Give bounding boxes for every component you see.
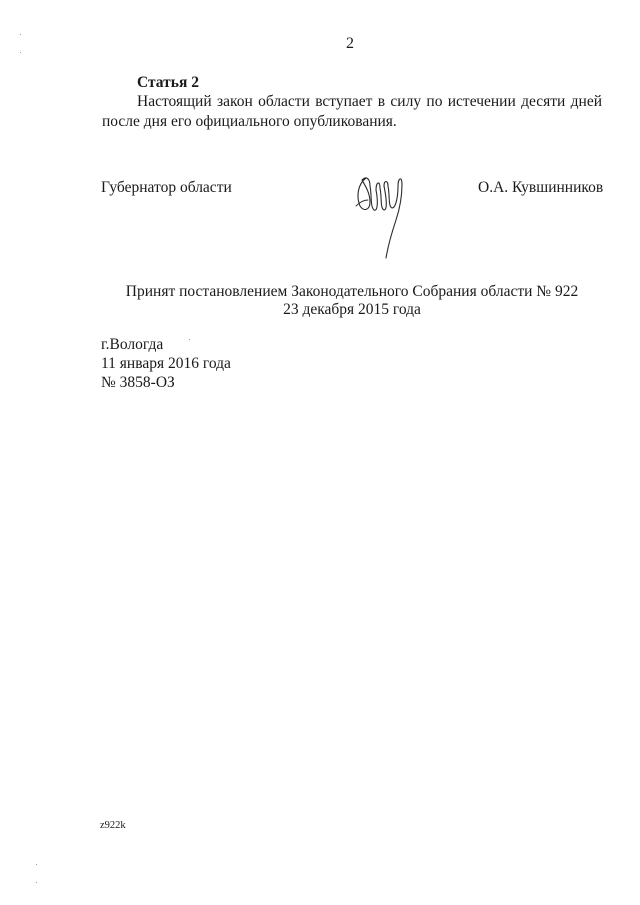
adoption-line-2: 23 декабря 2015 года <box>283 301 421 318</box>
article-text: Настоящий закон области вступает в силу по истечении десяти дней после дня его официального опубликования. <box>102 93 602 130</box>
signatory-title: Губернатор области <box>101 179 232 196</box>
city: г.Вологда <box>101 336 164 353</box>
article-title: Статья 2 <box>137 74 199 91</box>
signing-date: 11 января 2016 года <box>101 355 231 372</box>
handwritten-signature <box>352 166 416 262</box>
scan-speck <box>36 882 37 883</box>
scan-speck <box>36 864 37 865</box>
place-date-block <box>101 335 231 392</box>
law-number: № 3858-ОЗ <box>101 374 175 391</box>
scan-speck <box>189 339 190 340</box>
scan-speck <box>20 52 21 53</box>
footer-code: z922k <box>100 820 126 831</box>
adoption-line-1: Принят постановлением Законодательного Собрания области № 922 <box>125 283 579 300</box>
adoption-note <box>0 283 640 319</box>
scan-speck <box>20 34 21 35</box>
page-number: 2 <box>346 35 354 52</box>
signatory-name: О.А. Кувшинников <box>478 179 604 196</box>
